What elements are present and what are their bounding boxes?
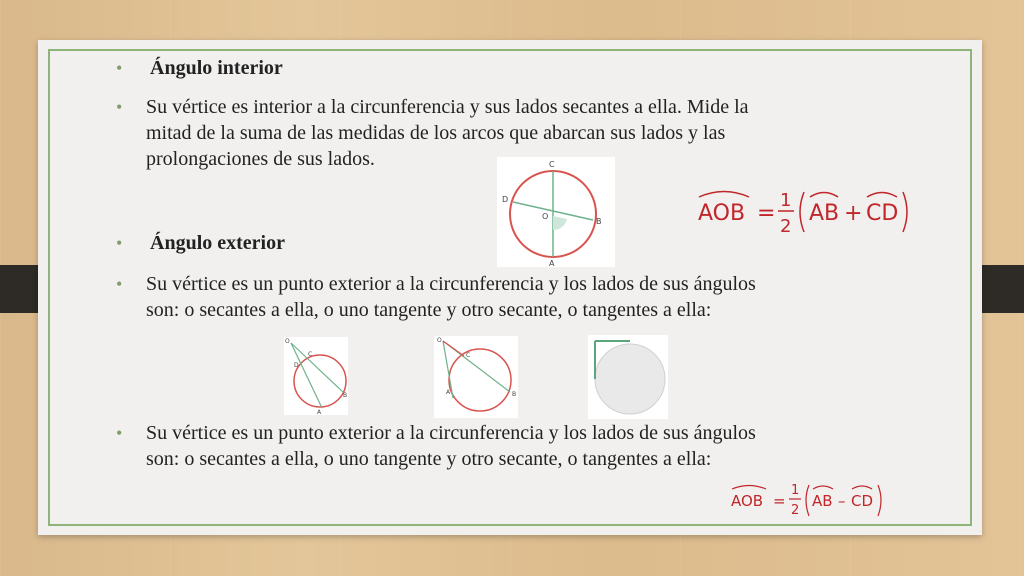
interior-formula: [696, 184, 926, 255]
formula-equals: =: [757, 201, 776, 226]
label-c: C: [466, 352, 471, 359]
formula-lhs: AOB: [698, 201, 746, 226]
label-a: A: [446, 389, 451, 396]
interior-angle-diagram: [497, 157, 615, 267]
circle-shape: [294, 355, 346, 407]
paren-right: [878, 485, 881, 516]
bullet-icon: •: [116, 233, 123, 253]
interior-angle-svg: [497, 157, 615, 267]
secant-line-1: [291, 343, 322, 408]
label-o: O: [542, 212, 549, 221]
circle-shape: [595, 344, 665, 414]
label-a: A: [317, 409, 322, 415]
two-tangents-diagram: [588, 335, 668, 419]
two-tangents-svg: [588, 335, 668, 419]
formula-arc2: CD: [866, 201, 899, 226]
label-o: O: [437, 337, 442, 344]
bullet-icon: •: [116, 423, 123, 443]
fraction-denominator: 2: [780, 216, 792, 237]
exterior-line-2: son: o secantes a ella, o uno tangente y otro secante, o tangentes a ella:: [146, 299, 712, 321]
circle-shape: [449, 349, 511, 411]
two-secants-svg: [284, 337, 348, 415]
label-c: C: [549, 160, 555, 169]
exterior-formula-svg: [730, 480, 900, 526]
paren-left: [806, 485, 809, 516]
label-d: D: [294, 362, 299, 369]
label-c: C: [308, 351, 313, 358]
secant-segment: [443, 341, 464, 356]
heading-interior: Ángulo interior: [150, 57, 283, 79]
label-b: B: [512, 391, 517, 398]
interior-line-3: prolongaciones de sus lados.: [146, 148, 375, 170]
arc-mark-cd: [867, 193, 897, 198]
formula-arc2: CD: [851, 492, 874, 510]
paren-right: [903, 192, 907, 232]
arc-mark-ab: [810, 193, 838, 198]
bullet-icon: •: [116, 274, 123, 294]
slide: [38, 40, 982, 535]
secant-line-2: [291, 343, 344, 393]
exterior-formula: [730, 480, 900, 531]
label-b: B: [596, 217, 602, 226]
arc-mark-aob: [699, 192, 749, 198]
bullet-icon: •: [116, 58, 123, 78]
formula-op: –: [838, 492, 846, 510]
formula-equals: =: [773, 492, 786, 510]
formula-arc1: AB: [812, 492, 833, 510]
interior-formula-svg: [696, 184, 926, 250]
interior-line-2: mitad de la suma de las medidas de los arcos que abarcan sus lados y las: [146, 122, 726, 144]
bullet-icon: •: [116, 97, 123, 117]
label-a: A: [549, 259, 555, 267]
formula-op: +: [844, 201, 863, 226]
fraction-numerator: 1: [780, 190, 792, 211]
fraction-numerator: 1: [791, 483, 800, 498]
arc-mark-ab: [813, 486, 833, 489]
two-secants-diagram: [284, 337, 348, 415]
formula-arc1: AB: [809, 201, 840, 226]
exterior2-line-2: son: o secantes a ella, o uno tangente y otro secante, o tangentes a ella:: [146, 448, 712, 470]
arc-mark-aob: [732, 486, 766, 490]
formula-lhs: AOB: [731, 492, 764, 510]
interior-line-1: Su vértice es interior a la circunferencia y sus lados secantes a ella. Mide la: [146, 96, 749, 118]
exterior2-line-1: Su vértice es un punto exterior a la circunferencia y los lados de sus ángulos: [146, 422, 756, 444]
label-o: O: [285, 338, 290, 345]
tangent-secant-diagram: [434, 336, 518, 418]
label-d: D: [502, 195, 509, 204]
paren-left: [800, 192, 804, 232]
fraction-denominator: 2: [791, 503, 800, 518]
angle-shade: [553, 216, 567, 230]
exterior-line-1: Su vértice es un punto exterior a la circunferencia y los lados de sus ángulos: [146, 273, 756, 295]
heading-exterior: Ángulo exterior: [150, 232, 285, 254]
label-b: B: [343, 392, 348, 399]
arc-mark-cd: [852, 486, 872, 489]
tangent-secant-svg: [434, 336, 518, 418]
